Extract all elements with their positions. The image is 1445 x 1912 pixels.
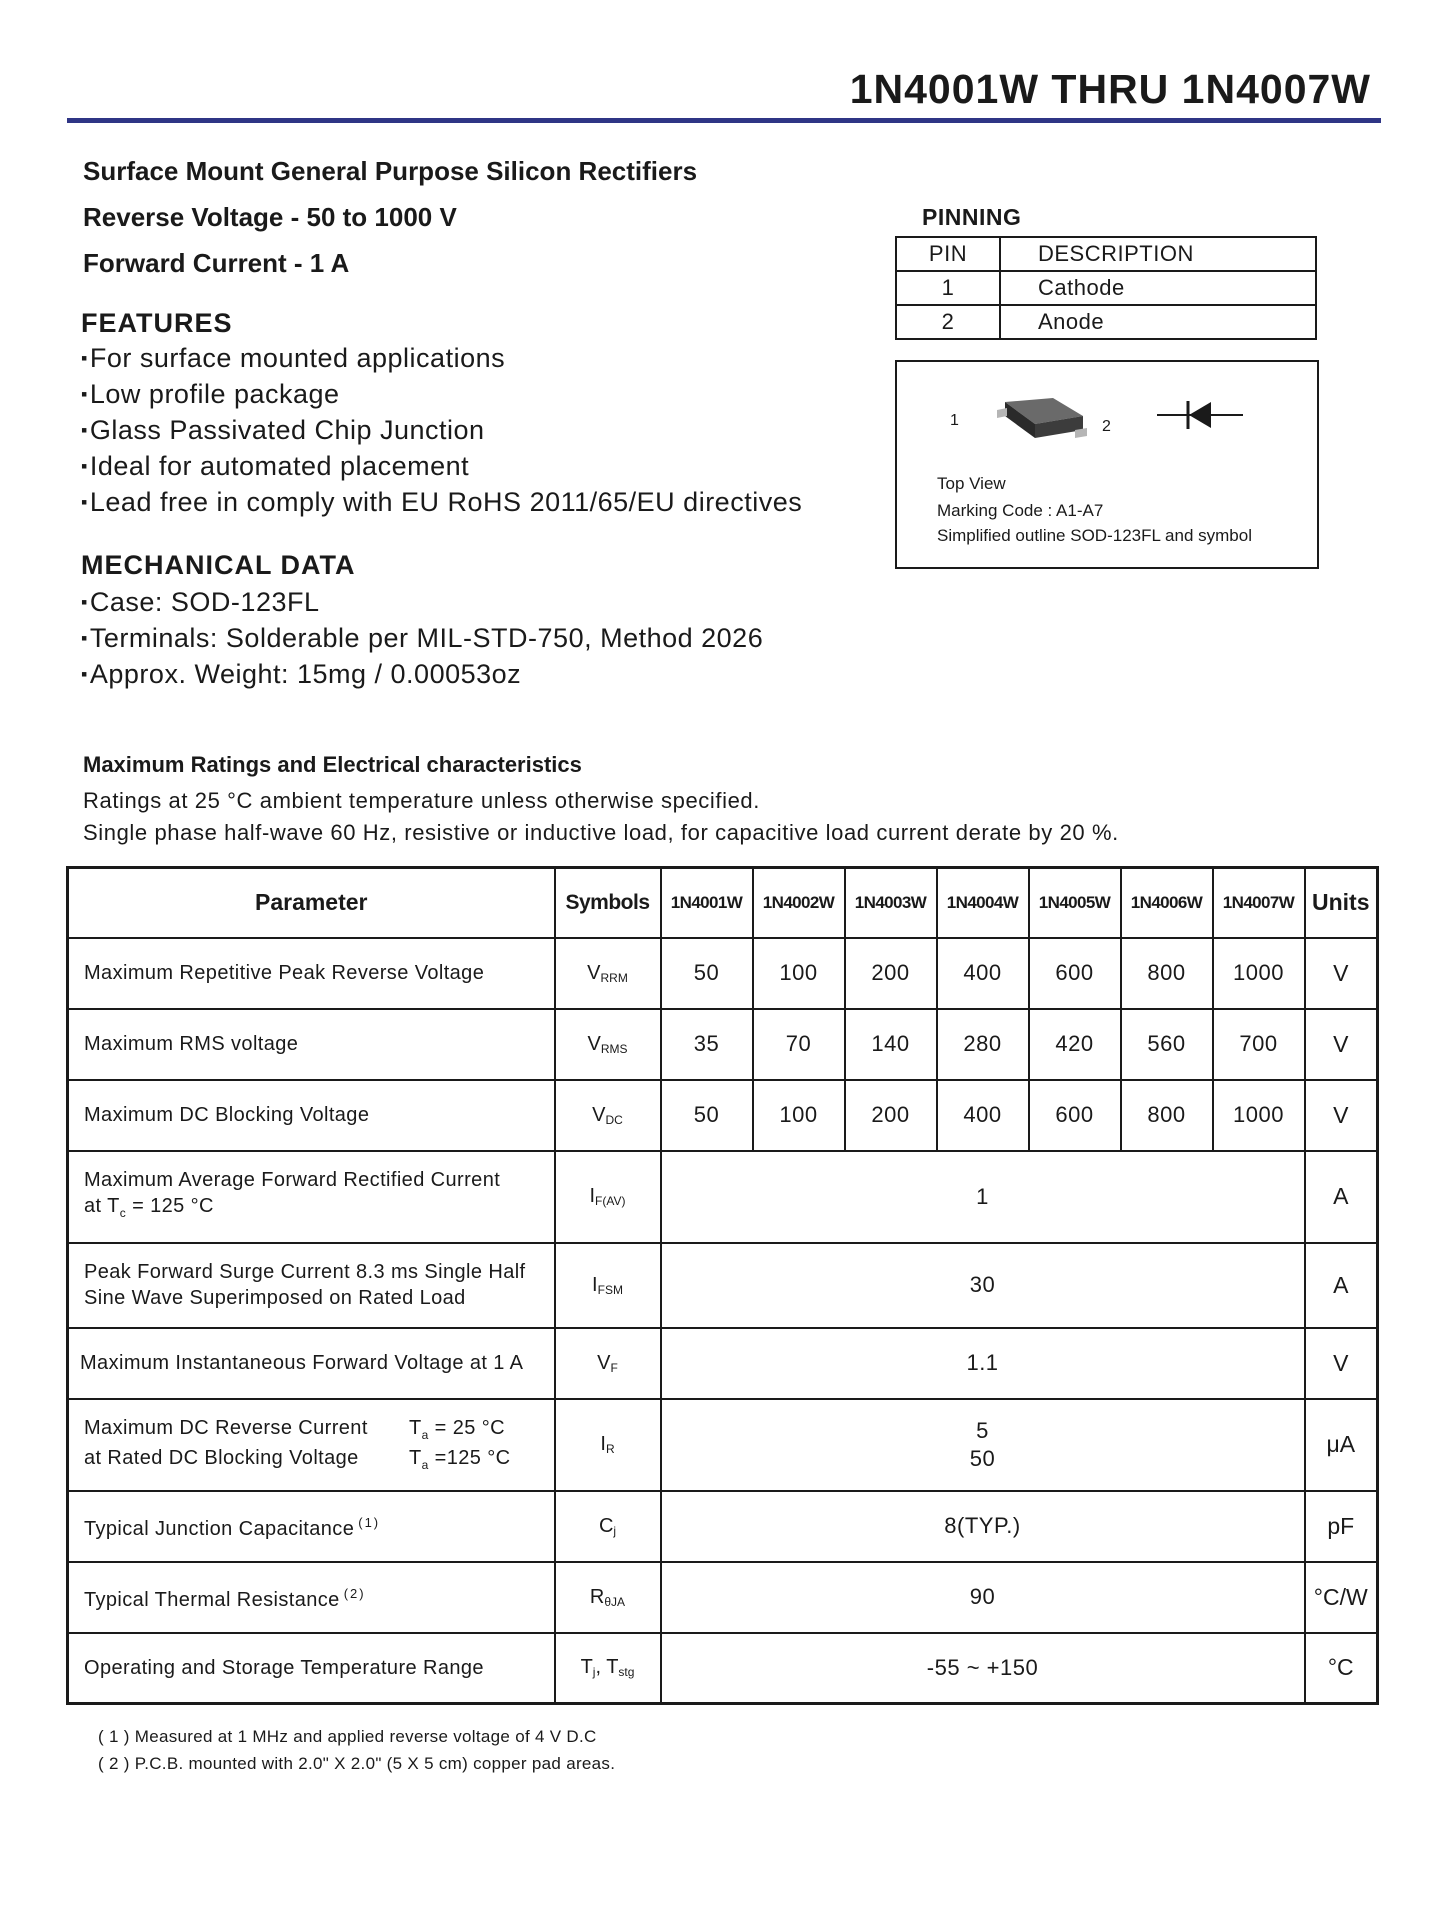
value-cell: 140 (845, 1009, 937, 1080)
symbol: $V_{DC}$ (555, 1080, 661, 1151)
value-cell: 200 (845, 1080, 937, 1151)
table-row (896, 305, 1316, 339)
document-title: 1N4001W THRU 1N4007W (849, 66, 1371, 112)
feature-item: ▪ Low profile package (81, 376, 802, 412)
table-row (68, 1080, 1378, 1151)
device-column-header: 1N4006W (1121, 868, 1213, 938)
parameter-name: Maximum DC Blocking Voltage (68, 1080, 555, 1151)
feature-item: ▪ Lead free in comply with EU RoHS 2011/65/EU directives (81, 484, 802, 520)
parameter-name: Peak Forward Surge Current 8.3 ms Single Half Sine Wave Superimposed on Rated Load (68, 1243, 555, 1328)
value-cell: 50 (661, 1080, 753, 1151)
footnote: ( 2 ) P.C.B. mounted with 2.0" X 2.0" (5 X 5 cm) copper pad areas. (98, 1754, 616, 1773)
unit-cell: μA (1305, 1399, 1378, 1491)
mechanical-list (81, 584, 763, 692)
features-list (81, 340, 802, 520)
value-cell: 560 (1121, 1009, 1213, 1080)
table-row (68, 1399, 1378, 1491)
feature-item: ▪ Ideal for automated placement (81, 448, 802, 484)
table-row (896, 271, 1316, 305)
pin-description: Cathode (1000, 271, 1316, 305)
symbol: $T_j$, $T_{stg}$ (555, 1633, 661, 1704)
ratings-note: Ratings at 25 °C ambient temperature unless otherwise specified. (83, 788, 760, 813)
title-rule (67, 118, 1381, 123)
value-cell: 90 (661, 1562, 1305, 1633)
unit-cell: V (1305, 1009, 1378, 1080)
package-pin2-label: 2 (1102, 418, 1111, 435)
value-cell: 400 (937, 938, 1029, 1009)
value-cell: 100 (753, 1080, 845, 1151)
device-column-header: 1N4003W (845, 868, 937, 938)
symbols-column-header: Symbols (555, 868, 661, 938)
units-column-header: Units (1305, 868, 1378, 938)
table-row (68, 1328, 1378, 1399)
pin-number: 1 (896, 271, 1000, 305)
table-row (68, 1633, 1378, 1704)
parameter-name: Maximum Instantaneous Forward Voltage at 1 A (68, 1328, 555, 1399)
value-cell: 8(TYP.) (661, 1491, 1305, 1562)
value-cell: 800 (1121, 1080, 1213, 1151)
table-row (68, 1562, 1378, 1633)
value-cell: 420 (1029, 1009, 1121, 1080)
mechanical-heading: MECHANICAL DATA (81, 550, 356, 580)
unit-cell: A (1305, 1243, 1378, 1328)
product-description: Surface Mount General Purpose Silicon Rectifiers (83, 156, 698, 186)
pinning-table (895, 236, 1317, 340)
parameter-name: Maximum Average Forward Rectified Current at $T_c = 125$ °C (68, 1151, 555, 1243)
marking-code-label: Marking Code : A1-A7 (937, 501, 1104, 520)
parameter-name: Maximum RMS voltage (68, 1009, 555, 1080)
device-column-header: 1N4001W (661, 868, 753, 938)
value-cell: 1000 (1213, 938, 1305, 1009)
features-heading: FEATURES (81, 308, 233, 338)
unit-cell: V (1305, 1328, 1378, 1399)
value-cell: 70 (753, 1009, 845, 1080)
unit-cell: V (1305, 1080, 1378, 1151)
value-cell: 50 (661, 938, 753, 1009)
device-column-header: 1N4004W (937, 868, 1029, 938)
symbol: $V_{RRM}$ (555, 938, 661, 1009)
unit-cell: A (1305, 1151, 1378, 1243)
value-cell: 1 (661, 1151, 1305, 1243)
parameter-name: Maximum DC Reverse Current $T_a = 25$ °C at Rated DC Blocking Voltage $T_a =125$ °C (68, 1399, 555, 1491)
symbol: $V_F$ (555, 1328, 661, 1399)
value-cell: 600 (1029, 938, 1121, 1009)
pin-description: Anode (1000, 305, 1316, 339)
table-row (68, 1243, 1378, 1328)
value-cell: 1.1 (661, 1328, 1305, 1399)
pinning-header-row (896, 237, 1316, 271)
device-column-header: 1N4005W (1029, 868, 1121, 938)
unit-cell: °C (1305, 1633, 1378, 1704)
parameter-name: Maximum Repetitive Peak Reverse Voltage (68, 938, 555, 1009)
value-cell: 35 (661, 1009, 753, 1080)
value-cell: 280 (937, 1009, 1029, 1080)
footnote: ( 1 ) Measured at 1 MHz and applied reverse voltage of 4 V D.C (98, 1727, 597, 1746)
feature-item: ▪ Glass Passivated Chip Junction (81, 412, 802, 448)
device-column-header: 1N4007W (1213, 868, 1305, 938)
value-cell: 30 (661, 1243, 1305, 1328)
value-cell: -55 ~ +150 (661, 1633, 1305, 1704)
value-cell: 800 (1121, 938, 1213, 1009)
symbol: $V_{RMS}$ (555, 1009, 661, 1080)
symbol: $I_R$ (555, 1399, 661, 1491)
value-cell: 200 (845, 938, 937, 1009)
sod123fl-package-icon (975, 390, 1090, 452)
reverse-voltage-line: Reverse Voltage - 50 to 1000 V (83, 202, 457, 232)
device-column-header: 1N4002W (753, 868, 845, 938)
diode-symbol-icon (1155, 398, 1245, 432)
description-column-header: DESCRIPTION (1000, 237, 1316, 271)
value-cell: 700 (1213, 1009, 1305, 1080)
value-cell: 5 50 (661, 1399, 1305, 1491)
pinning-heading: PINNING (922, 204, 1022, 230)
table-row (68, 1491, 1378, 1562)
parameter-column-header: Parameter (68, 868, 555, 938)
ratings-table (66, 866, 1379, 1705)
pin-number: 2 (896, 305, 1000, 339)
top-view-label: Top View (937, 474, 1006, 493)
unit-cell: pF (1305, 1491, 1378, 1562)
forward-current-line: Forward Current - 1 A (83, 248, 350, 278)
ratings-heading: Maximum Ratings and Electrical characteristics (83, 752, 582, 777)
table-header-row (68, 868, 1378, 938)
value-cell: 1000 (1213, 1080, 1305, 1151)
mechanical-item: ▪ Approx. Weight: 15mg / 0.00053oz (81, 656, 763, 692)
mechanical-item: ▪ Terminals: Solderable per MIL-STD-750, Method 2026 (81, 620, 763, 656)
feature-item: ▪ For surface mounted applications (81, 340, 802, 376)
pin-column-header: PIN (896, 237, 1000, 271)
table-row (68, 1009, 1378, 1080)
parameter-name: Typical Thermal Resistance $^{(2)}$ (68, 1562, 555, 1633)
mechanical-item: ▪ Case: SOD-123FL (81, 584, 763, 620)
symbol: $C_j$ (555, 1491, 661, 1562)
symbol: $I_{F(AV)}$ (555, 1151, 661, 1243)
table-row (68, 1151, 1378, 1243)
parameter-name: Typical Junction Capacitance $^{(1)}$ (68, 1491, 555, 1562)
value-cell: 600 (1029, 1080, 1121, 1151)
parameter-name: Operating and Storage Temperature Range (68, 1633, 555, 1704)
unit-cell: °C/W (1305, 1562, 1378, 1633)
symbol: $R_{\theta JA}$ (555, 1562, 661, 1633)
symbol: $I_{FSM}$ (555, 1243, 661, 1328)
unit-cell: V (1305, 938, 1378, 1009)
ratings-note: Single phase half-wave 60 Hz, resistive or inductive load, for capacitive load current derate by 20 %. (83, 820, 1119, 845)
value-cell: 100 (753, 938, 845, 1009)
package-pin1-label: 1 (950, 412, 959, 429)
outline-caption: Simplified outline SOD-123FL and symbol (937, 526, 1252, 545)
value-cell: 400 (937, 1080, 1029, 1151)
table-row (68, 938, 1378, 1009)
